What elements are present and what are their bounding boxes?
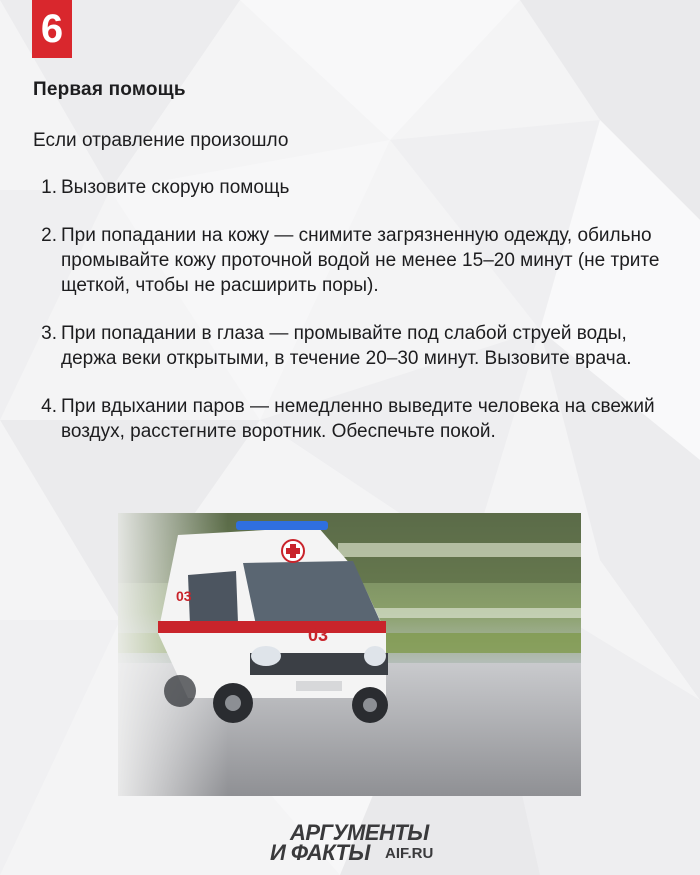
list-item: [33, 394, 673, 444]
logo-line-1: АРГУМЕНТЫ: [290, 820, 429, 845]
list-item: [33, 175, 673, 200]
step-number: 3.: [41, 323, 57, 344]
logo-site: AIF.RU: [385, 845, 434, 862]
ambulance-illustration: [118, 513, 581, 796]
intro-text: Если отравление произошло: [33, 130, 289, 151]
list-item: [33, 321, 673, 371]
step-text: При попадании на кожу — снимите загрязненную одежду, обильно промывайте кожу проточной водой не менее 15–20 минут (не трите щеткой, чтобы не расширить поры).: [61, 225, 660, 296]
slide-number-badge: 6: [32, 0, 72, 58]
step-text: Вызовите скорую помощь: [61, 177, 290, 198]
step-number: 2.: [41, 225, 57, 246]
step-text: При попадании в глаза — промывайте под слабой струей воды, держа веки открытыми, в течение 20–30 минут. Вызовите врача.: [61, 323, 632, 369]
step-number: 1.: [41, 177, 57, 198]
ambulance-photo: [118, 513, 581, 796]
list-item: [33, 223, 673, 298]
vehicle-number-text: 03: [307, 625, 329, 645]
side-number-text: 03: [176, 588, 192, 604]
step-number: 4.: [41, 396, 57, 417]
logo-line-2: И ФАКТЫ: [270, 840, 370, 865]
step-text: При вдыхании паров — немедленно выведите человека на свежий воздух, расстегните воротник. Обеспечьте покой.: [61, 396, 655, 442]
aif-logo: [270, 816, 450, 864]
first-aid-steps-list: [33, 175, 673, 467]
slide-title: Первая помощь: [33, 79, 186, 100]
